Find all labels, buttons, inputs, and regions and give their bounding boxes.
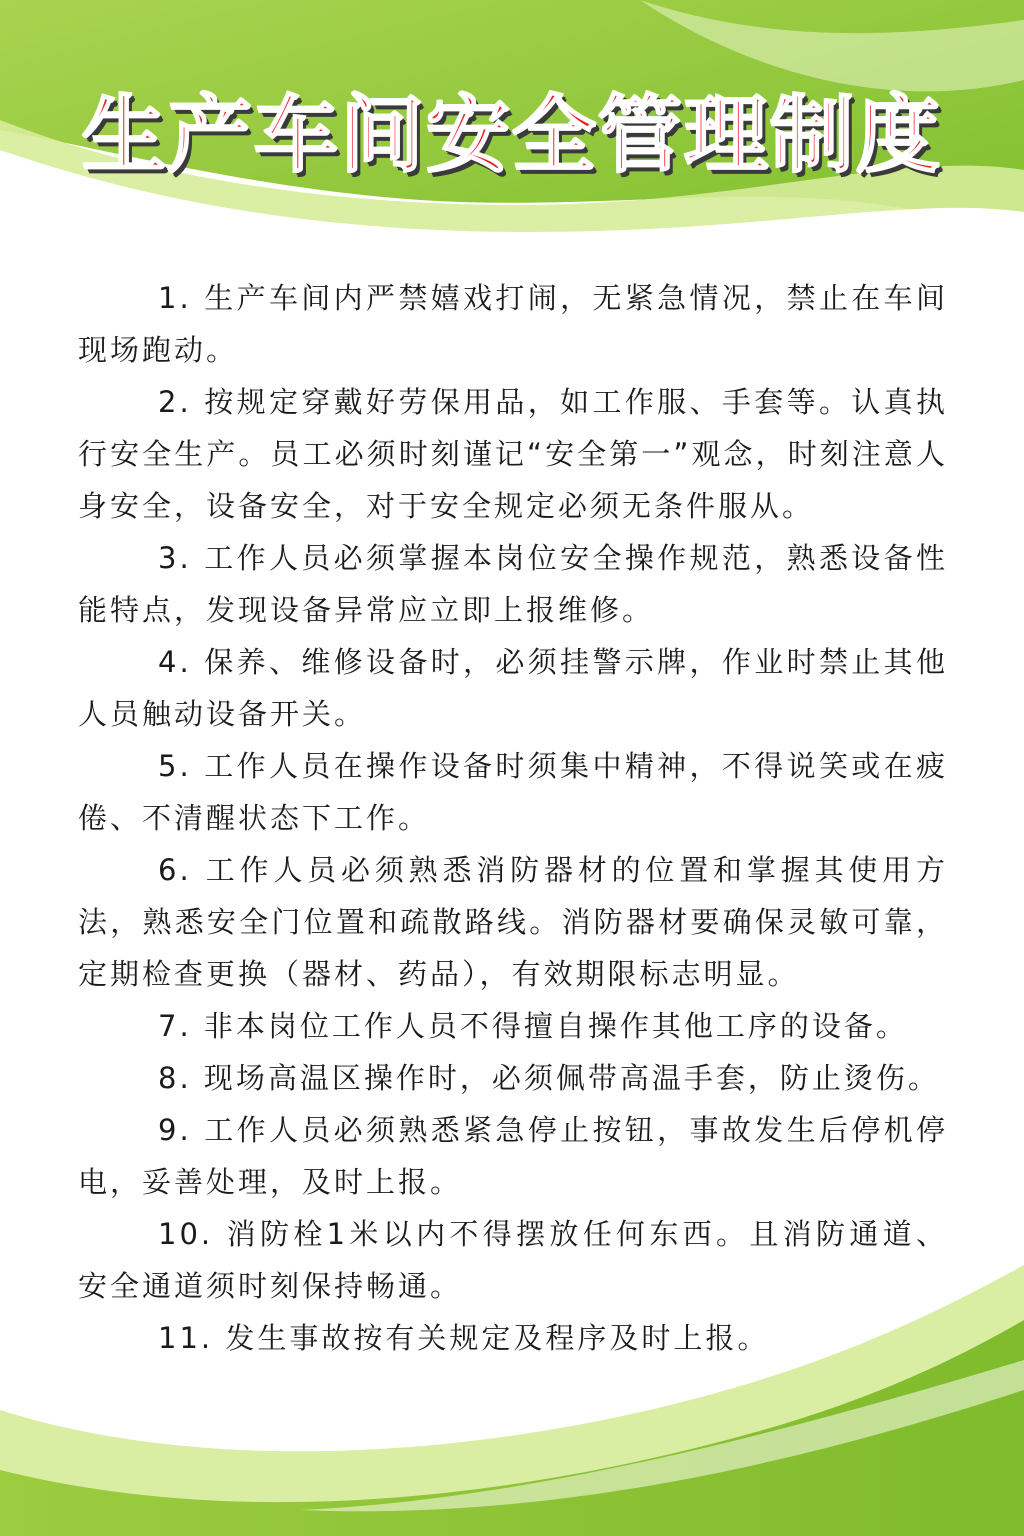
rule-item-11: 11. 发生事故按有关规定及程序及时上报。	[158, 1321, 770, 1355]
rule-item-3: 3. 工作人员必须掌握本岗位安全操作规范，熟悉设备性能特点，发现设备异常应立即上报维修。	[78, 541, 948, 627]
rule-item-8: 8. 现场高温区操作时，必须佩带高温手套，防止烫伤。	[158, 1061, 940, 1095]
rules-list	[78, 272, 948, 1364]
rule-item-9: 9. 工作人员必须熟悉紧急停止按钮，事故发生后停机停电，妥善处理，及时上报。	[78, 1113, 948, 1199]
rule-item-6: 6. 工作人员必须熟悉消防器材的位置和掌握其使用方法，熟悉安全门位置和疏散路线。消防器材要确保灵敏可靠，定期检查更换（器材、药品），有效期限标志明显。	[78, 853, 948, 991]
rule-item-2: 2. 按规定穿戴好劳保用品，如工作服、手套等。认真执行安全生产。员工必须时刻谨记“安全第一”观念，时刻注意人身安全，设备安全，对于安全规定必须无条件服从。	[78, 385, 948, 523]
rule-item-5: 5. 工作人员在操作设备时须集中精神，不得说笑或在疲倦、不清醒状态下工作。	[78, 749, 948, 835]
rule-item-7: 7. 非本岗位工作人员不得擅自操作其他工序的设备。	[158, 1009, 908, 1043]
rule-item-10: 10. 消防栓1米以内不得摆放任何东西。且消防通道、安全通道须时刻保持畅通。	[78, 1217, 948, 1303]
page-title: 生产车间安全管理制度	[81, 86, 942, 184]
rule-item-1: 1. 生产车间内严禁嬉戏打闹，无紧急情况，禁止在车间现场跑动。	[78, 281, 948, 367]
rule-item-4: 4. 保养、维修设备时，必须挂警示牌，作业时禁止其他人员触动设备开关。	[78, 645, 948, 731]
